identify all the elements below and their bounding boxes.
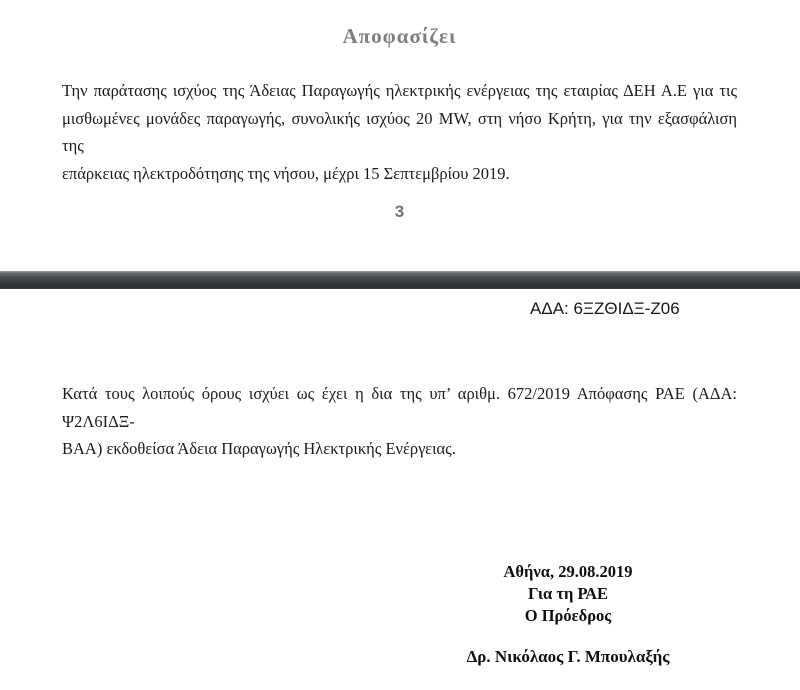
signature-title: Ο Πρόεδρος	[524, 606, 612, 625]
ada-reference: ΑΔΑ: 6ΞΖΘΙΔΞ-Ζ06	[530, 299, 680, 318]
paragraph-line: Την παράτασης ισχύος της Άδειας Παραγωγής ηλεκτρικής ενέργειας της εταιρίας ΔΕΗ Α.Ε για τις	[62, 81, 737, 100]
paragraph-line: ΒΑΑ) εκδοθείσα Άδεια Παραγωγής Ηλεκτρικής Ενέργειας.	[62, 439, 456, 458]
signature-name: Δρ. Νικόλαος Γ. Μπουλαξής	[466, 647, 670, 666]
signature-place-date: Αθήνα, 29.08.2019	[503, 562, 633, 581]
paragraph-line: μισθωμένες μονάδες παραγωγής, συνολικής ισχύος 20 MW, στη νήσο Κρήτη, για την εξασφάλιση της	[62, 108, 737, 155]
page-number: 3	[394, 202, 405, 221]
signature-block	[420, 561, 716, 668]
terms-paragraph	[62, 380, 737, 463]
paragraph-line: επάρκειας ηλεκτροδότησης της νήσου, μέχρι 15 Σεπτεμβρίου 2019.	[62, 163, 510, 183]
signature-organization: Για τη ΡΑΕ	[527, 584, 609, 603]
decision-paragraph	[62, 77, 737, 187]
decision-heading: Αποφασίζει	[342, 24, 457, 48]
paragraph-line: Κατά τους λοιπούς όρους ισχύει ως έχει η δια της υπ’ αριθμ. 672/2019 Απόφασης ΡΑΕ (ΑΔΑ: Ψ2Λ6ΙΔΞ-	[62, 384, 737, 431]
page-separator-bar	[0, 271, 800, 289]
